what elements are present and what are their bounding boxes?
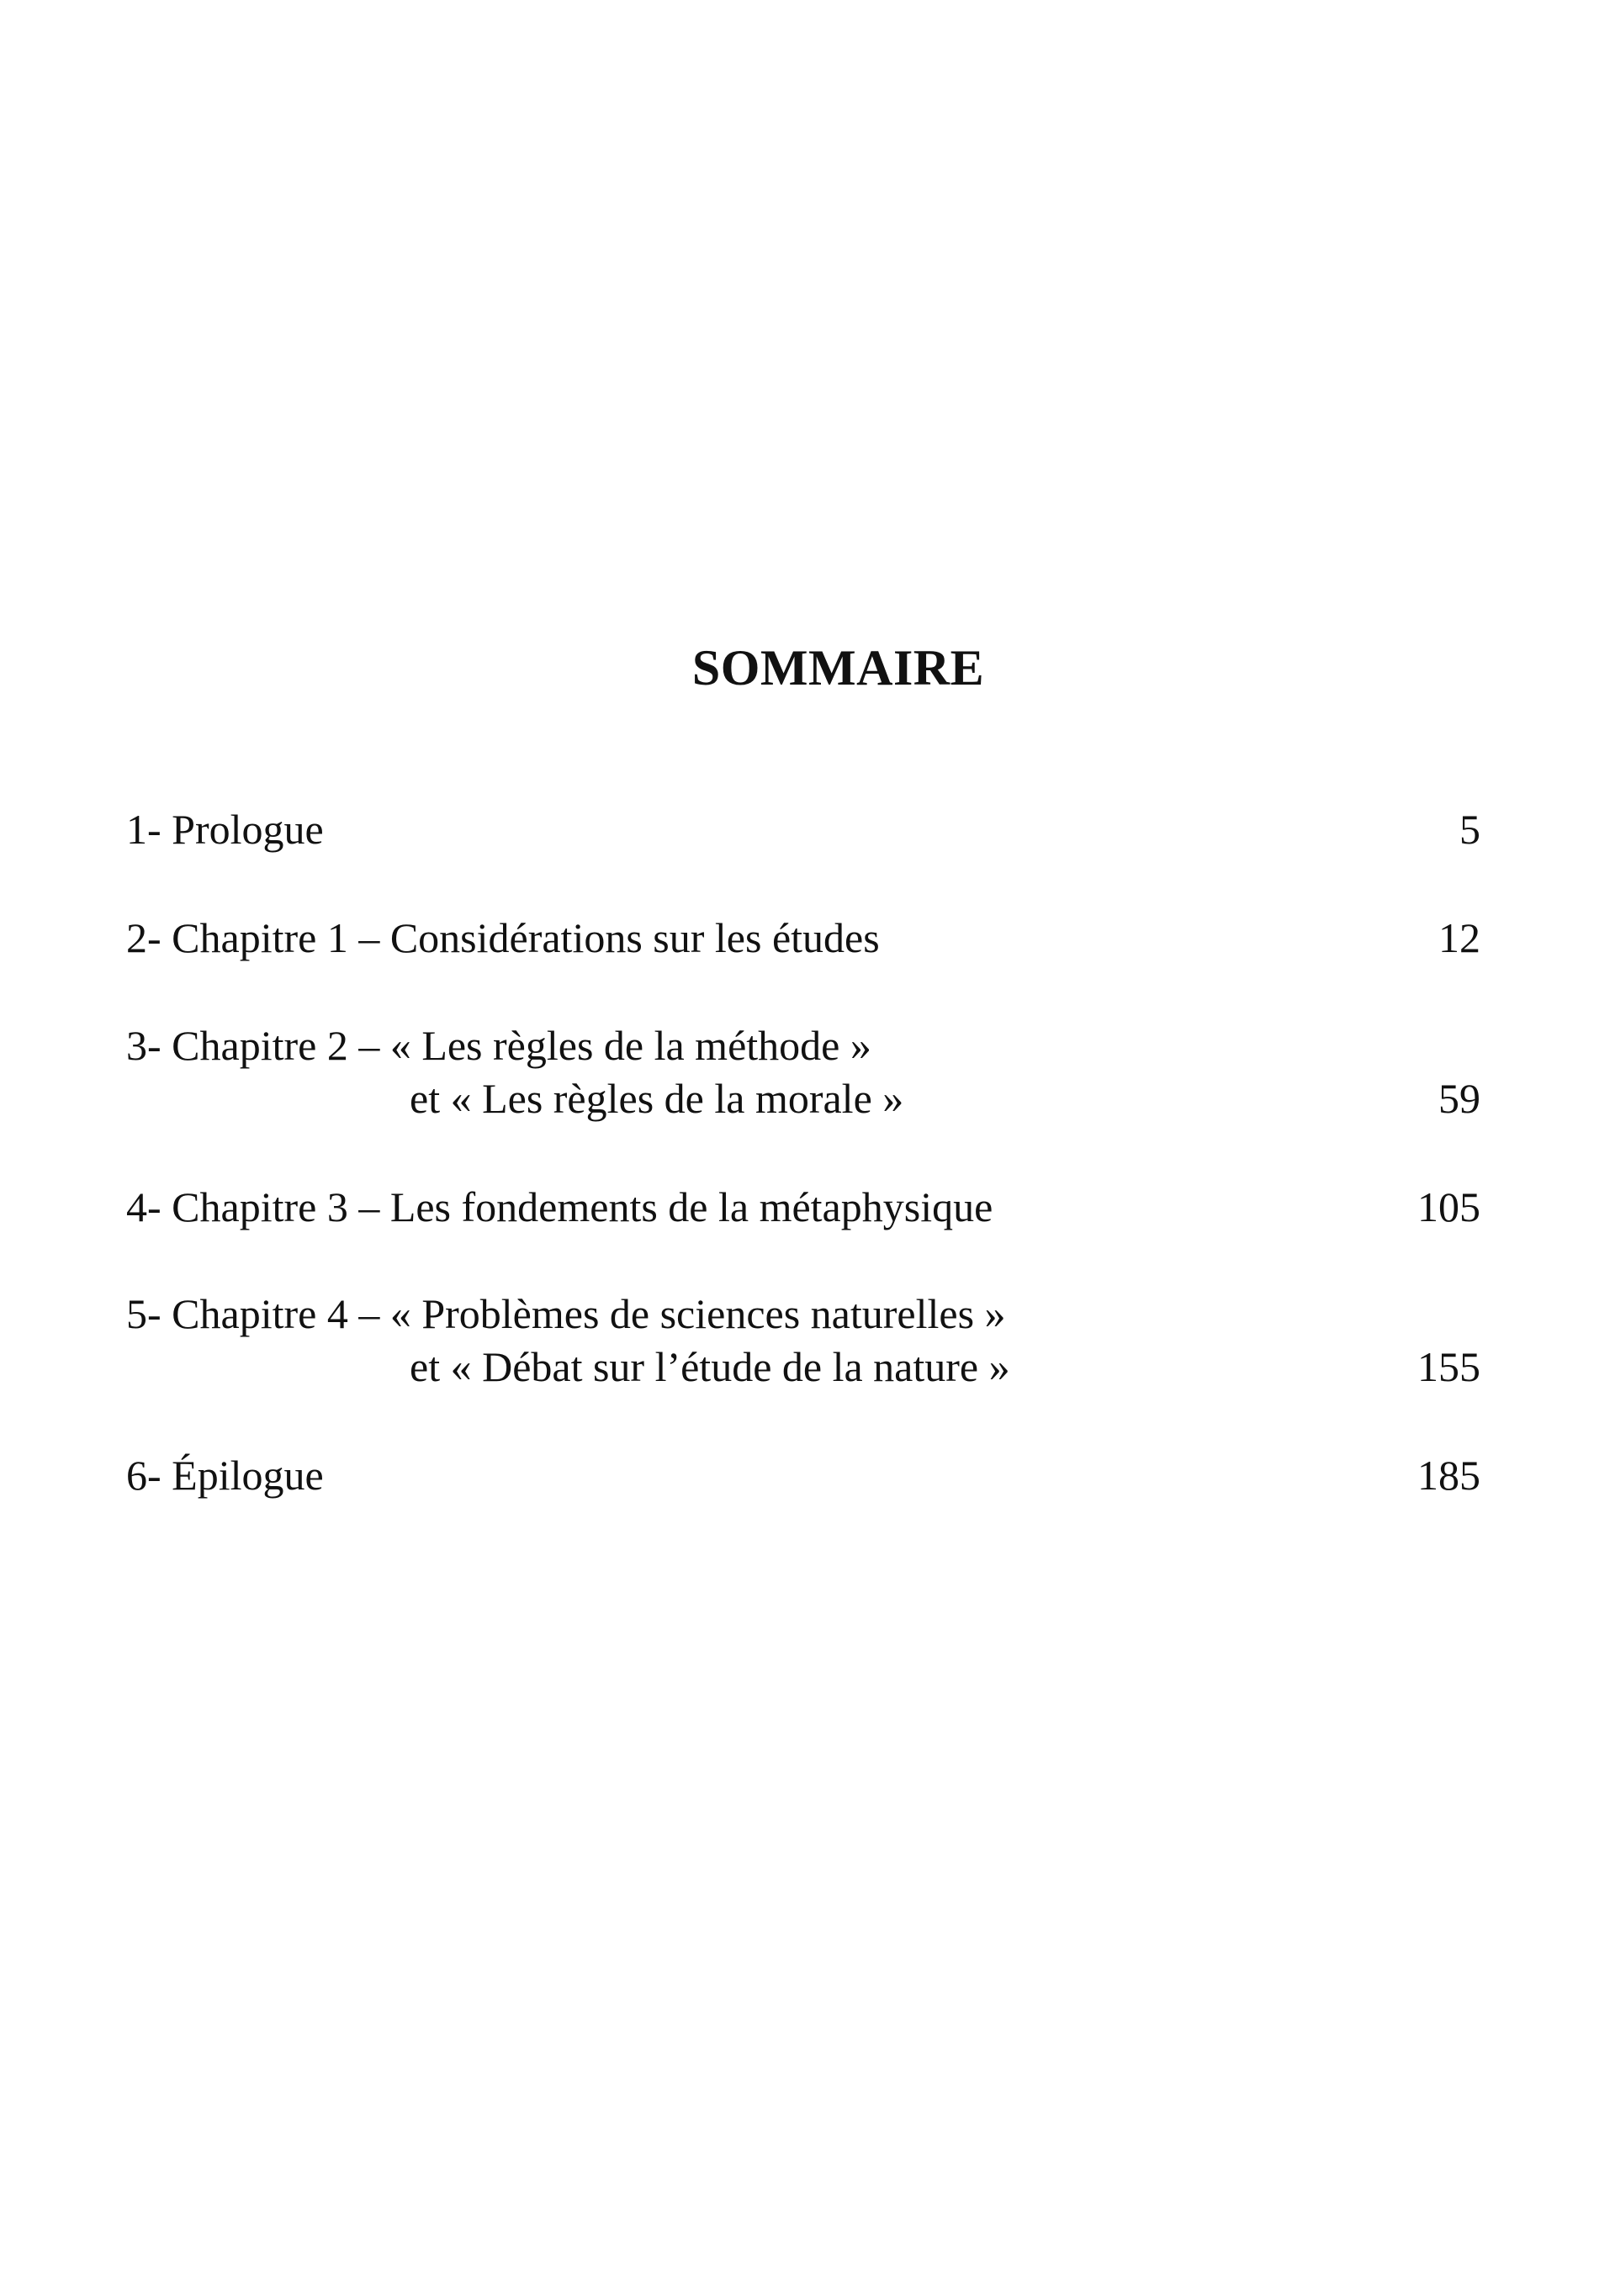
page-title: SOMMAIRE: [691, 640, 985, 696]
toc-page-number: 12: [1438, 914, 1480, 961]
toc-entry-text: 6- Épilogue: [126, 1452, 324, 1499]
toc-page-number: 5: [1459, 806, 1480, 853]
toc-entry-prologue: [126, 803, 1480, 856]
toc-page-number: 59: [1438, 1075, 1480, 1122]
toc-entry-chapter-3: [126, 1181, 1480, 1234]
toc-entry-text-continuation: et « Les règles de la morale »: [410, 1075, 904, 1122]
toc-entry-chapter-1: [126, 912, 1480, 965]
toc-entry-text: 3- Chapitre 2 – « Les règles de la méthode »: [126, 1022, 871, 1069]
toc-page-number: 185: [1417, 1452, 1480, 1499]
toc-entry-epilogue: [126, 1449, 1480, 1502]
toc-page-number: 105: [1417, 1183, 1480, 1230]
toc-entry-text: 5- Chapitre 4 – « Problèmes de sciences naturelles »: [126, 1290, 1006, 1337]
toc-entry-chapter-2: [126, 1019, 1480, 1125]
toc-entry-text: 2- Chapitre 1 – Considérations sur les études: [126, 914, 880, 961]
toc-page-number: 155: [1417, 1343, 1480, 1390]
toc-entry-chapter-4: [126, 1288, 1480, 1394]
toc-entry-text: 1- Prologue: [126, 806, 324, 853]
toc-entry-text-continuation: et « Débat sur l’étude de la nature »: [410, 1343, 1010, 1390]
toc-entry-text: 4- Chapitre 3 – Les fondements de la métaphysique: [126, 1183, 993, 1230]
